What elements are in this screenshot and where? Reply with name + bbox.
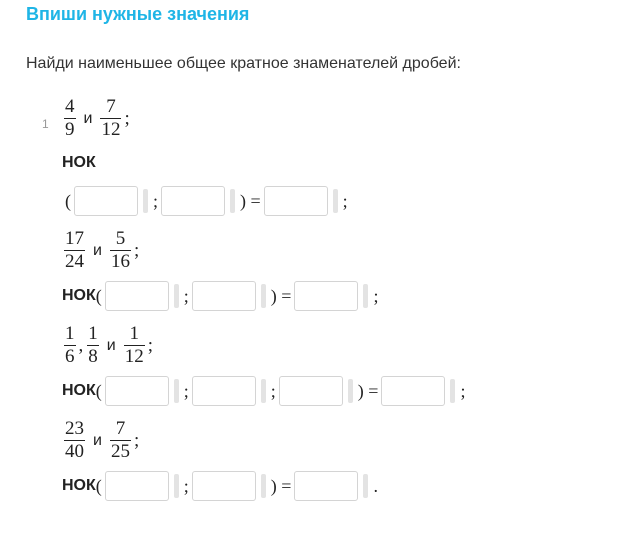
exercise-2-answer-row	[62, 280, 381, 312]
exercise-3-input-b[interactable]	[192, 376, 256, 406]
exercise-3-answer-row	[62, 375, 468, 407]
exercise-4-result-input[interactable]	[294, 471, 358, 501]
comma: ,	[78, 334, 84, 356]
exercise-3-input-a[interactable]	[105, 376, 169, 406]
denominator: 16	[110, 251, 130, 272]
numerator: 4	[65, 96, 75, 117]
denominator: 9	[65, 119, 75, 140]
input-handle	[348, 379, 353, 403]
semicolon: ;	[124, 107, 130, 129]
input-handle	[450, 379, 455, 403]
input-handle	[333, 189, 338, 213]
close-paren-equals: ) =	[357, 380, 379, 401]
semicolon: ;	[147, 334, 153, 356]
denominator: 8	[88, 346, 98, 367]
semicolon: ;	[183, 475, 189, 496]
semicolon: ;	[133, 239, 140, 261]
fraction-1-6	[64, 323, 76, 368]
exercise-4-fractions	[62, 418, 139, 463]
task-heading: Впиши нужные значения	[26, 4, 250, 24]
fraction-5-16	[110, 228, 131, 273]
input-handle	[363, 284, 368, 308]
denominator: 25	[110, 441, 130, 462]
denominator: 24	[65, 251, 84, 272]
numerator: 5	[115, 228, 126, 249]
exercise-1-fractions	[62, 96, 130, 141]
exercise-3-fractions	[62, 323, 153, 368]
exercise-1-input-a[interactable]	[74, 186, 138, 216]
open-paren: (	[95, 380, 102, 401]
fraction-1-12	[124, 323, 145, 368]
fraction-7-25	[110, 418, 131, 463]
input-handle	[363, 474, 368, 498]
fraction-4-9	[64, 96, 76, 141]
semicolon: ;	[342, 190, 348, 211]
close-paren-equals: ) =	[240, 190, 261, 211]
exercise-1-answer-row	[62, 185, 351, 217]
input-handle	[174, 379, 179, 403]
nok-label: НОК	[62, 154, 96, 171]
nok-label: НОК	[62, 382, 96, 399]
input-handle	[174, 474, 179, 498]
input-handle	[143, 189, 148, 213]
exercise-4-input-a[interactable]	[105, 471, 169, 501]
numerator: 23	[65, 418, 84, 439]
and-word: и	[83, 109, 93, 127]
exercise-2-fractions	[62, 228, 139, 273]
exercise-1-result-input[interactable]	[264, 186, 328, 216]
semicolon: ;	[270, 380, 276, 401]
close-paren-equals: ) =	[270, 285, 292, 306]
input-handle	[174, 284, 179, 308]
close-paren-equals: ) =	[270, 475, 292, 496]
semicolon: ;	[153, 190, 159, 211]
semicolon: ;	[133, 429, 140, 451]
open-paren: (	[95, 285, 102, 306]
semicolon: ;	[373, 285, 379, 306]
and-word: и	[106, 336, 116, 354]
denominator: 12	[124, 346, 144, 367]
exercise-3-result-input[interactable]	[381, 376, 445, 406]
fraction-23-40	[64, 418, 85, 463]
input-handle	[261, 284, 266, 308]
numerator: 1	[65, 323, 75, 344]
nok-label: НОК	[62, 287, 96, 304]
fraction-1-8	[87, 323, 99, 368]
and-word: и	[93, 241, 102, 259]
and-word: и	[93, 431, 102, 449]
task-number: 1	[42, 117, 49, 131]
task-instruction: Найди наименьшее общее кратное знаменателей дробей:	[26, 55, 461, 72]
fraction-7-12	[100, 96, 121, 141]
exercise-2-result-input[interactable]	[294, 281, 358, 311]
semicolon: ;	[460, 380, 466, 401]
exercise-1-input-b[interactable]	[161, 186, 225, 216]
numerator: 7	[115, 418, 126, 439]
period: .	[373, 475, 378, 496]
numerator: 17	[65, 228, 84, 249]
fraction-17-24	[64, 228, 85, 273]
denominator: 12	[101, 119, 121, 140]
exercise-2-input-a[interactable]	[105, 281, 169, 311]
numerator: 7	[106, 96, 116, 117]
open-paren: (	[95, 475, 102, 496]
numerator: 1	[129, 323, 139, 344]
input-handle	[230, 189, 235, 213]
semicolon: ;	[183, 380, 189, 401]
numerator: 1	[88, 323, 98, 344]
open-paren: (	[65, 190, 71, 211]
exercise-4-input-b[interactable]	[192, 471, 256, 501]
exercise-3-input-c[interactable]	[279, 376, 343, 406]
input-handle	[261, 474, 266, 498]
exercise-4-answer-row	[62, 470, 381, 502]
input-handle	[261, 379, 266, 403]
denominator: 6	[65, 346, 75, 367]
semicolon: ;	[183, 285, 189, 306]
denominator: 40	[65, 441, 84, 462]
exercise-2-input-b[interactable]	[192, 281, 256, 311]
nok-label: НОК	[62, 477, 96, 494]
